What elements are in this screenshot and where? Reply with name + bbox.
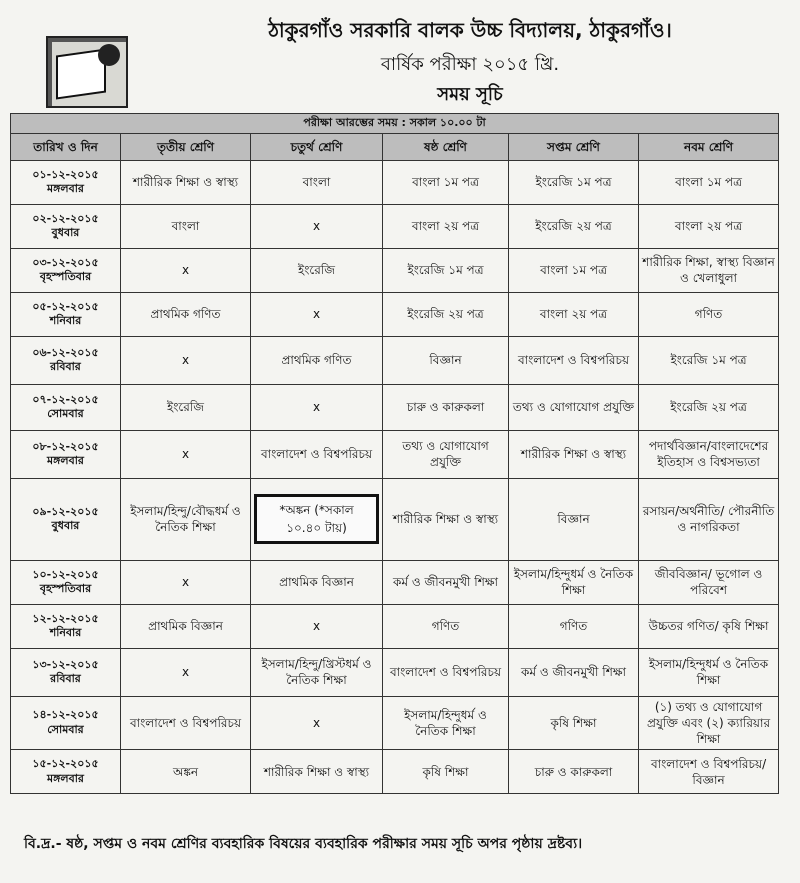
- cell-class-4: প্রাথমিক গণিত: [251, 336, 383, 384]
- cell-class-9: রসায়ন/অর্থনীতি/ পৌরনীতি ও নাগরিকতা: [639, 478, 779, 560]
- date-cell: ০৯-১২-২০১৫ বুধবার: [11, 478, 121, 560]
- cell-class-6: বাংলা ২য় পত্র: [383, 204, 509, 248]
- table-row: [11, 336, 779, 384]
- cell-class-4: ইসলাম/হিন্দু/খ্রিস্টধর্ম ও নৈতিক শিক্ষা: [251, 648, 383, 696]
- cell-class-3: x: [121, 560, 251, 604]
- school-name: ঠাকুরগাঁও সরকারি বালক উচ্চ বিদ্যালয়, ঠাকুরগাঁও।: [268, 18, 672, 42]
- cell-class-6: গণিত: [383, 604, 509, 648]
- cell-class-4: x: [251, 696, 383, 750]
- cell-class-7: কৃষি শিক্ষা: [509, 696, 639, 750]
- cell-class-9: (১) তথ্য ও যোগাযোগ প্রযুক্তি এবং (২) ক্যারিয়ার শিক্ষা: [639, 696, 779, 750]
- column-header-class-7: সপ্তম শ্রেণি: [509, 133, 639, 160]
- date-cell: ১৫-১২-২০১৫ মঙ্গলবার: [11, 750, 121, 794]
- cell-class-6: ইংরেজি ১ম পত্র: [383, 248, 509, 292]
- date-cell: ০৩-১২-২০১৫ বৃহস্পতিবার: [11, 248, 121, 292]
- cell-class-7: চারু ও কারুকলা: [509, 750, 639, 794]
- cell-class-7: বাংলাদেশ ও বিশ্বপরিচয়: [509, 336, 639, 384]
- cell-class-3: প্রাথমিক গণিত: [121, 292, 251, 336]
- column-header-date: তারিখ ও দিন: [11, 133, 121, 160]
- exam-routine-table: [10, 113, 779, 794]
- column-header-class-6: ষষ্ঠ শ্রেণি: [383, 133, 509, 160]
- cell-class-3: ইসলাম/হিন্দু/বৌদ্ধধর্ম ও নৈতিক শিক্ষা: [121, 478, 251, 560]
- date-cell: ১৪-১২-২০১৫ সোমবার: [11, 696, 121, 750]
- cell-class-7: কর্ম ও জীবনমুখী শিক্ষা: [509, 648, 639, 696]
- cell-class-4: প্রাথমিক বিজ্ঞান: [251, 560, 383, 604]
- table-row: [11, 604, 779, 648]
- start-time-banner: পরীক্ষা আরম্ভের সময় : সকাল ১০.০০ টা: [11, 114, 779, 134]
- cell-class-6: তথ্য ও যোগাযোগ প্রযুক্তি: [383, 430, 509, 478]
- cell-class-6: ইংরেজি ২য় পত্র: [383, 292, 509, 336]
- seal-icon: [98, 44, 120, 66]
- date-cell: ১২-১২-২০১৫ শনিবার: [11, 604, 121, 648]
- cell-class-3: বাংলাদেশ ও বিশ্বপরিচয়: [121, 696, 251, 750]
- school-logo-icon: [46, 36, 128, 108]
- table-row: [11, 248, 779, 292]
- cell-class-9: বাংলা ১ম পত্র: [639, 160, 779, 204]
- cell-class-3: x: [121, 430, 251, 478]
- date-cell: ০৮-১২-২০১৫ মঙ্গলবার: [11, 430, 121, 478]
- table-row: [11, 750, 779, 794]
- cell-class-3: x: [121, 648, 251, 696]
- cell-class-6: বিজ্ঞান: [383, 336, 509, 384]
- cell-class-9: ইসলাম/হিন্দুধর্ম ও নৈতিক শিক্ষা: [639, 648, 779, 696]
- cell-class-3: ইংরেজি: [121, 384, 251, 430]
- column-header-class-4: চতুর্থ শ্রেণি: [251, 133, 383, 160]
- document-header: [0, 0, 800, 112]
- cell-class-4: বাংলা: [251, 160, 383, 204]
- cell-class-3: প্রাথমিক বিজ্ঞান: [121, 604, 251, 648]
- cell-class-9: বাংলা ২য় পত্র: [639, 204, 779, 248]
- cell-class-6: বাংলাদেশ ও বিশ্বপরিচয়: [383, 648, 509, 696]
- cell-class-7: বাংলা ১ম পত্র: [509, 248, 639, 292]
- date-cell: ০৬-১২-২০১৫ রবিবার: [11, 336, 121, 384]
- table-row: [11, 560, 779, 604]
- table-row: [11, 384, 779, 430]
- cell-class-6: চারু ও কারুকলা: [383, 384, 509, 430]
- table-row: [11, 478, 779, 560]
- cell-class-7: শারীরিক শিক্ষা ও স্বাস্থ্য: [509, 430, 639, 478]
- cell-class-3: বাংলা: [121, 204, 251, 248]
- table-row: [11, 648, 779, 696]
- cell-class-3: শারীরিক শিক্ষা ও স্বাস্থ্য: [121, 160, 251, 204]
- cell-class-9: বাংলাদেশ ও বিশ্বপরিচয়/বিজ্ঞান: [639, 750, 779, 794]
- table-row: [11, 204, 779, 248]
- cell-class-6: শারীরিক শিক্ষা ও স্বাস্থ্য: [383, 478, 509, 560]
- table-row: [11, 160, 779, 204]
- cell-class-9: উচ্চতর গণিত/ কৃষি শিক্ষা: [639, 604, 779, 648]
- cell-class-6: ইসলাম/হিন্দুধর্ম ও নৈতিক শিক্ষা: [383, 696, 509, 750]
- cell-class-4: [251, 478, 383, 560]
- cell-class-4: x: [251, 204, 383, 248]
- column-header-class-3: তৃতীয় শ্রেণি: [121, 133, 251, 160]
- cell-class-3: x: [121, 336, 251, 384]
- cell-class-6: কর্ম ও জীবনমুখী শিক্ষা: [383, 560, 509, 604]
- schedule-title: সময় সূচি: [437, 84, 503, 105]
- date-cell: ০৭-১২-২০১৫ সোমবার: [11, 384, 121, 430]
- cell-class-9: পদার্থবিজ্ঞান/বাংলাদেশের ইতিহাস ও বিশ্বসভ্যতা: [639, 430, 779, 478]
- cell-class-6: কৃষি শিক্ষা: [383, 750, 509, 794]
- cell-class-7: তথ্য ও যোগাযোগ প্রযুক্তি: [509, 384, 639, 430]
- date-cell: ০১-১২-২০১৫ মঙ্গলবার: [11, 160, 121, 204]
- table-row: [11, 696, 779, 750]
- date-cell: ১৩-১২-২০১৫ রবিবার: [11, 648, 121, 696]
- cell-class-7: ইংরেজি ২য় পত্র: [509, 204, 639, 248]
- cell-class-9: গণিত: [639, 292, 779, 336]
- cell-class-9: ইংরেজি ২য় পত্র: [639, 384, 779, 430]
- cell-class-7: বিজ্ঞান: [509, 478, 639, 560]
- cell-class-7: ইংরেজি ১ম পত্র: [509, 160, 639, 204]
- cell-class-4: x: [251, 604, 383, 648]
- cell-class-7: ইসলাম/হিন্দুধর্ম ও নৈতিক শিক্ষা: [509, 560, 639, 604]
- cell-class-9: শারীরিক শিক্ষা, স্বাস্থ্য বিজ্ঞান ও খেলাধুলা: [639, 248, 779, 292]
- date-cell: ০৫-১২-২০১৫ শনিবার: [11, 292, 121, 336]
- cell-class-9: জীববিজ্ঞান/ ভূগোল ও পরিবেশ: [639, 560, 779, 604]
- table-row: [11, 292, 779, 336]
- routine-body: [11, 160, 779, 794]
- table-row: [11, 430, 779, 478]
- cell-class-4: বাংলাদেশ ও বিশ্বপরিচয়: [251, 430, 383, 478]
- cell-class-3: অঙ্কন: [121, 750, 251, 794]
- cell-class-7: গণিত: [509, 604, 639, 648]
- cell-class-4: ইংরেজি: [251, 248, 383, 292]
- cell-class-4: শারীরিক শিক্ষা ও স্বাস্থ্য: [251, 750, 383, 794]
- cell-class-7: বাংলা ২য় পত্র: [509, 292, 639, 336]
- special-time-box: *অঙ্কন (*সকাল ১০.৪০ টায়): [254, 494, 379, 544]
- cell-class-9: ইংরেজি ১ম পত্র: [639, 336, 779, 384]
- date-cell: ০২-১২-২০১৫ বুধবার: [11, 204, 121, 248]
- cell-class-4: x: [251, 384, 383, 430]
- exam-title: বার্ষিক পরীক্ষা ২০১৫ খ্রি.: [380, 54, 560, 75]
- cell-class-6: বাংলা ১ম পত্র: [383, 160, 509, 204]
- cell-class-4: x: [251, 292, 383, 336]
- footer-note: বি.দ্র.- ষষ্ঠ, সপ্তম ও নবম শ্রেণির ব্যবহারিক বিষয়ের ব্যবহারিক পরীক্ষার সময় সূচি অপর পৃষ্ঠায় দ্রষ্টব্য।: [24, 836, 583, 852]
- column-header-class-9: নবম শ্রেণি: [639, 133, 779, 160]
- date-cell: ১০-১২-২০১৫ বৃহস্পতিবার: [11, 560, 121, 604]
- cell-class-3: x: [121, 248, 251, 292]
